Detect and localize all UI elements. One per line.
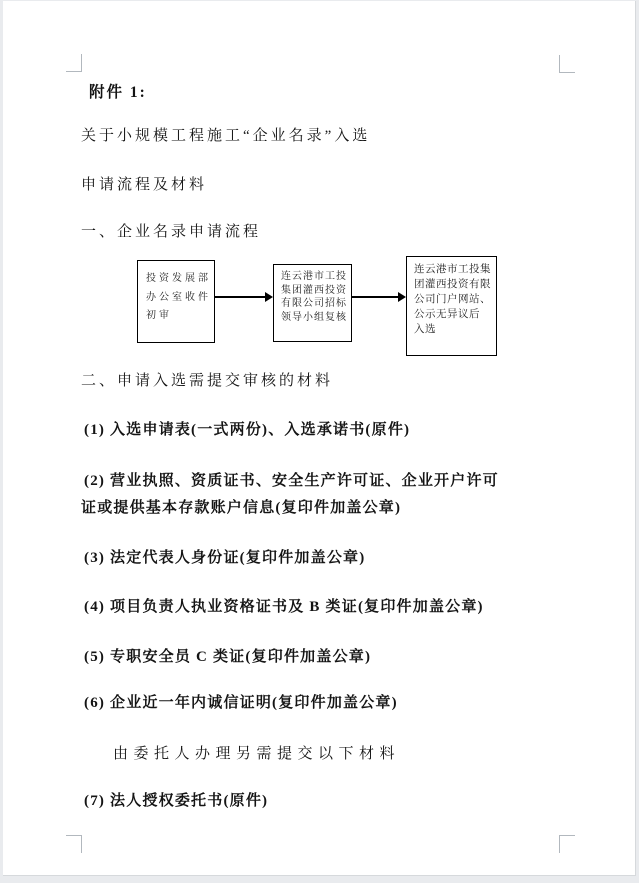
material-item-2-line-1: (2) 营业执照、资质证书、安全生产许可证、企业开户许可: [84, 473, 499, 489]
margin-mark-bottom-right: [559, 835, 575, 853]
margin-mark-top-left: [66, 54, 82, 72]
material-item-7: (7) 法人授权委托书(原件): [84, 793, 269, 809]
doc-title-line-2: 申请流程及材料: [81, 177, 208, 193]
section-2-heading: 二、申请入选需提交审核的材料: [81, 373, 334, 389]
flow-step-3-line: 入选: [414, 324, 436, 335]
flow-step-3-line: 团灌西投资有限: [414, 279, 491, 290]
flow-step-2-line: 集团灌西投资: [281, 284, 347, 296]
flow-step-3-line: 连云港市工投集: [414, 264, 491, 275]
flow-step-2-line: 连云港市工投: [281, 271, 347, 282]
flow-arrow-2-icon: [352, 296, 398, 298]
attachment-label: 附件 1:: [89, 84, 147, 101]
flow-step-1: [137, 260, 215, 343]
flow-arrow-1-icon: [215, 296, 265, 298]
flow-step-3: [406, 256, 497, 356]
doc-title-line-1: 关于小规模工程施工“企业名录”入选: [81, 128, 371, 144]
material-item-3: (3) 法定代表人身份证(复印件加盖公章): [84, 550, 366, 566]
material-item-1: (1) 入选申请表(一式两份)、入选承诺书(原件): [84, 422, 411, 438]
agent-note: 由委托人办理另需提交以下材料: [113, 746, 401, 762]
flow-step-3-line: 公司门户网站、: [414, 294, 491, 305]
flow-step-2: [273, 264, 352, 342]
section-1-heading: 一、企业名录申请流程: [81, 224, 262, 240]
flow-step-1-line: 初审: [146, 310, 172, 321]
material-item-5: (5) 专职安全员 C 类证(复印件加盖公章): [84, 649, 372, 665]
material-item-6: (6) 企业近一年内诚信证明(复印件加盖公章): [84, 695, 398, 711]
flow-step-1-line: 投资发展部: [146, 273, 211, 284]
margin-mark-bottom-left: [66, 835, 82, 853]
material-item-2-line-2: 证或提供基本存款账户信息(复印件加盖公章): [81, 500, 402, 516]
material-item-4: (4) 项目负责人执业资格证书及 B 类证(复印件加盖公章): [84, 599, 484, 615]
flow-step-2-line: 领导小组复核: [281, 311, 347, 323]
flow-step-3-line: 公示无异议后: [414, 309, 480, 320]
flow-step-2-line: 有限公司招标: [281, 298, 347, 309]
flow-step-1-line: 办公室收件: [146, 291, 211, 303]
margin-mark-top-right: [559, 55, 575, 73]
